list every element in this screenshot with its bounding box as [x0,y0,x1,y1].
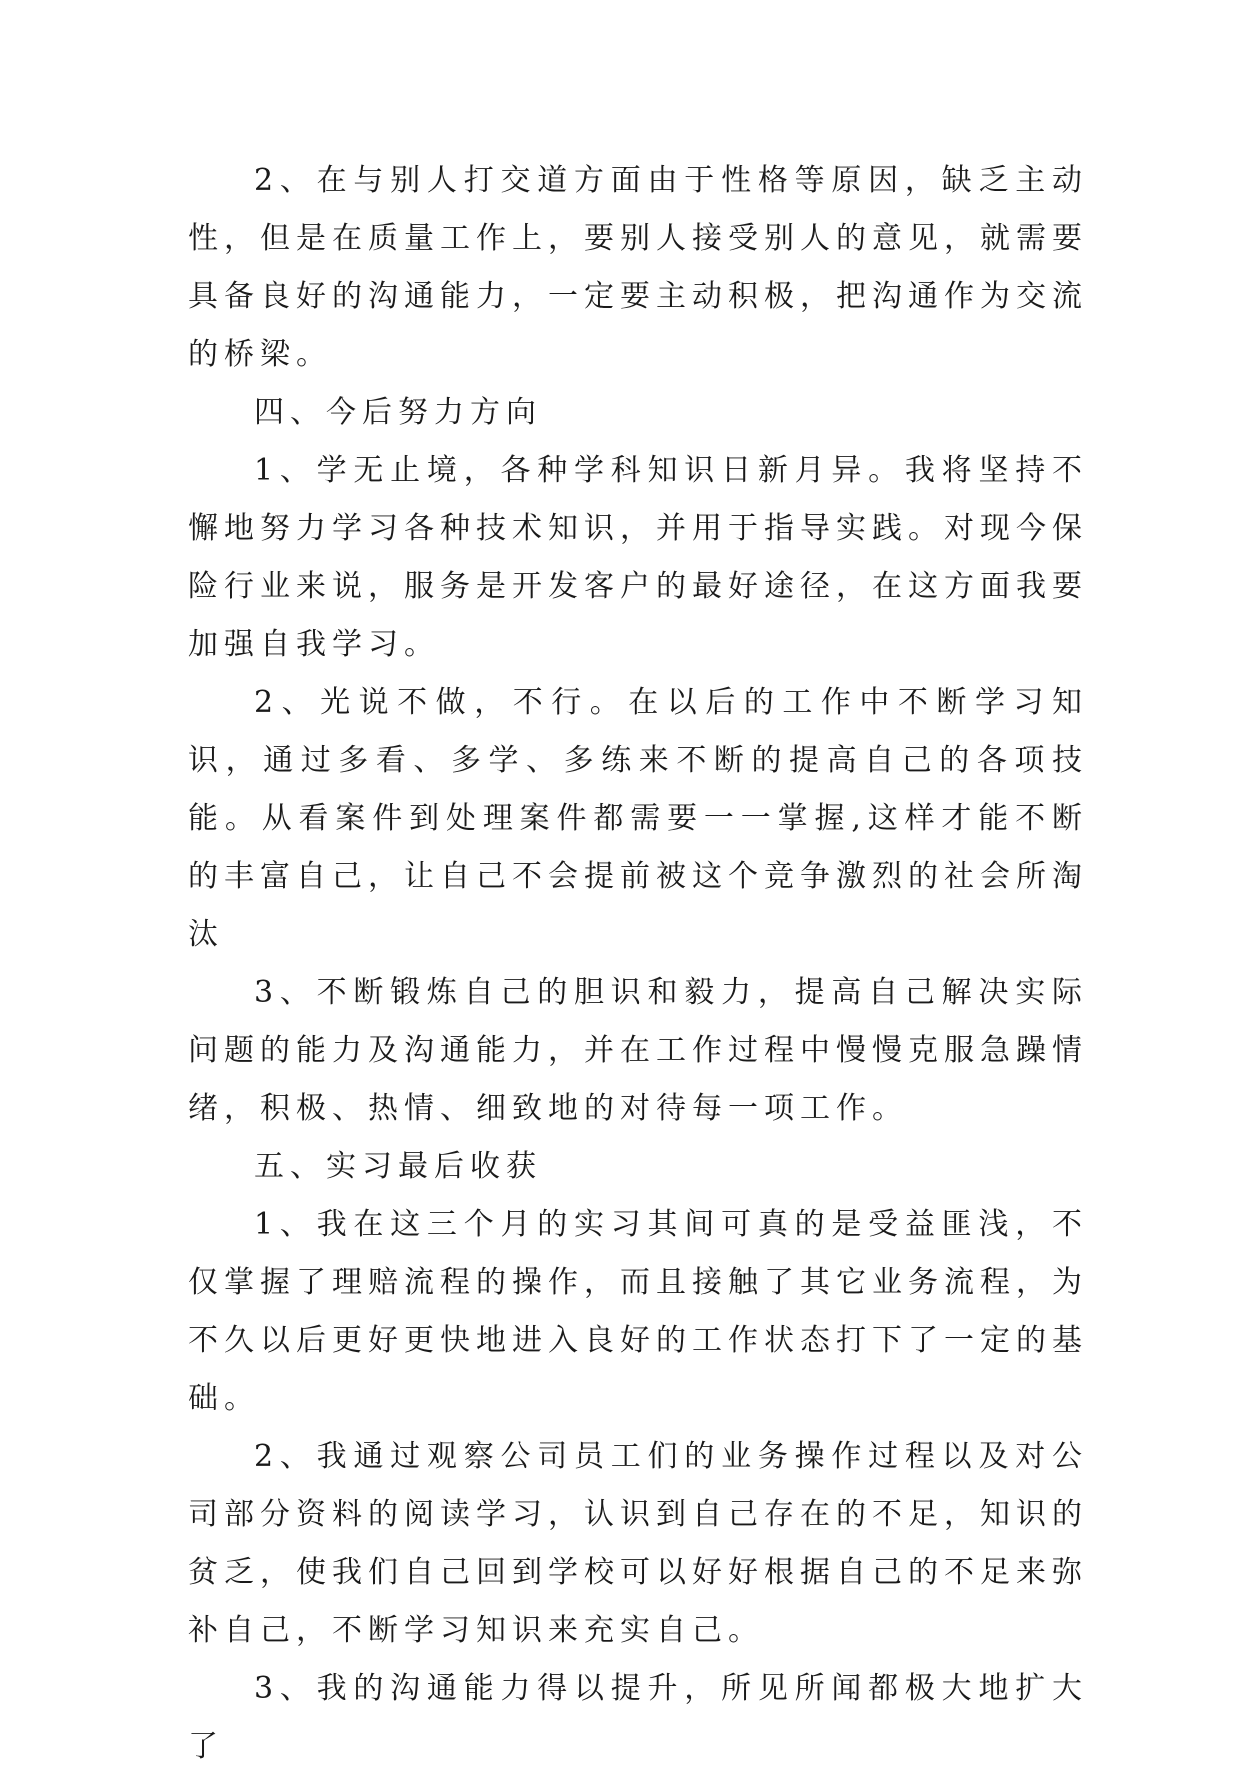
document-body [188,152,1088,1776]
paragraph-continuous-learning: 1、学无止境，各种学科知识日新月异。我将坚持不懈地努力学习各种技术知识，并用于指导实践。对现今保险行业来说，服务是开发客户的最好途径，在这方面我要加强自我学习。 [188,453,1088,662]
paragraph-three-months-benefit: 1、我在这三个月的实习其间可真的是受益匪浅，不仅掌握了理赔流程的操作，而且接触了其它业务流程，为不久以后更好更快地进入良好的工作状态打下了一定的基础。 [188,1207,1088,1416]
section-heading-future-direction: 四、今后努力方向 [254,395,542,430]
paragraph-courage-and-perseverance: 3、不断锻炼自己的胆识和毅力，提高自己解决实际问题的能力及沟通能力，并在工作过程中慢慢克服急躁情绪，积极、热情、细致地的对待每一项工作。 [188,975,1088,1126]
paragraph-practice-skills: 2、光说不做，不行。在以后的工作中不断学习知识，通过多看、多学、多练来不断的提高自己的各项技能。从看案件到处理案件都需要一一掌握,这样才能不断的丰富自己，让自己不会提前被这个竞争激烈的社会所淘汰 [188,685,1088,952]
paragraph-observation-learning: 2、我通过观察公司员工们的业务操作过程以及对公司部分资料的阅读学习，认识到自己存在的不足，知识的贫乏，使我们自己回到学校可以好好根据自己的不足来弥补自己，不断学习知识来充实自己。 [188,1439,1088,1648]
paragraph-communication-improved: 3、我的沟通能力得以提升，所见所闻都极大地扩大了 [188,1671,1088,1764]
section-heading-internship-gains: 五、实习最后收获 [254,1149,542,1184]
paragraph-communication-weakness: 2、在与别人打交道方面由于性格等原因，缺乏主动性，但是在质量工作上，要别人接受别人的意见，就需要具备良好的沟通能力，一定要主动积极，把沟通作为交流的桥梁。 [188,163,1088,372]
